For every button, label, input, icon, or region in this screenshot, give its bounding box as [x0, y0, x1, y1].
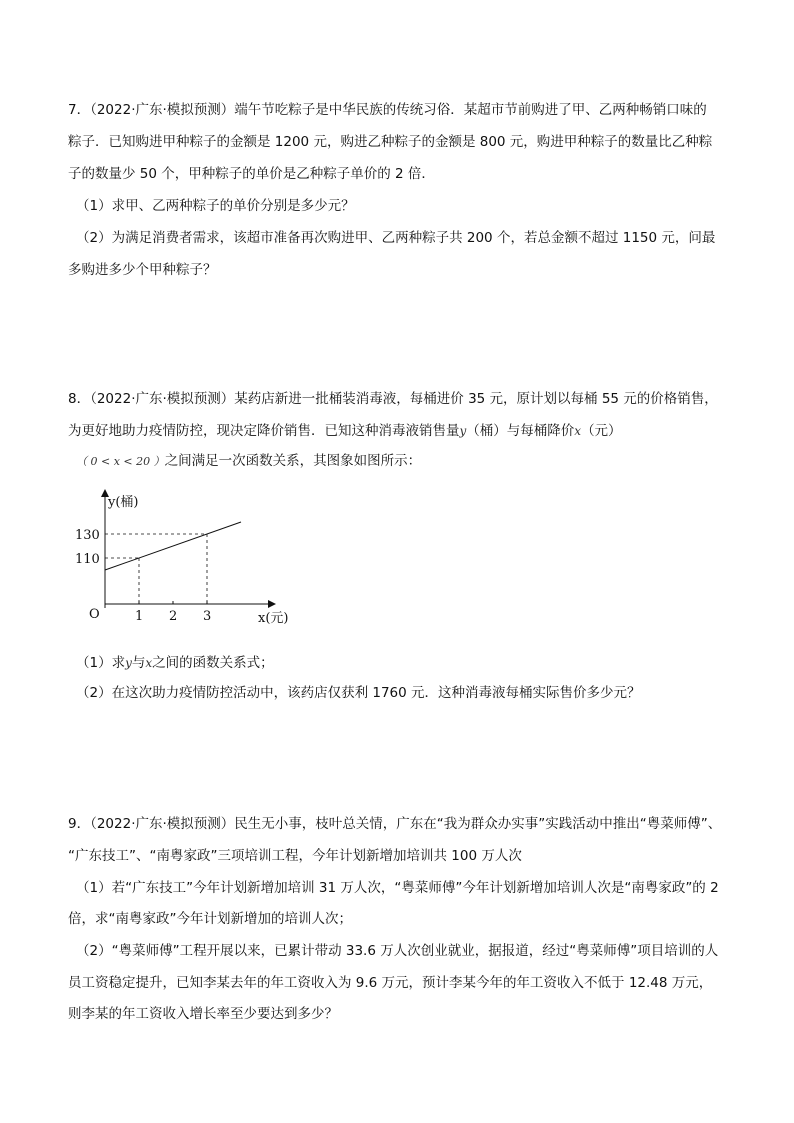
q8-sub-question-2: （2）在这次助力疫情防控活动中，该药店仅获利 1760 元．这种消毒液每桶实际售价多少元？	[76, 685, 641, 701]
function-line	[105, 522, 241, 570]
q9-sub-question-2-line-1: （2）“粤菜师傅”工程开展以来，已累计带动 33.6 万人次创业就业，据报道，经过“粤菜师傅”项目培训的人	[76, 943, 719, 959]
x-tick-label-2: 2	[169, 609, 178, 624]
q8-stem-line-3	[76, 451, 746, 472]
x-tick-label-1: 1	[135, 609, 144, 624]
q9-stem-line-2: “广东技工”、“南粤家政”三项培训工程，今年计划新增加培训共 100 万人次	[68, 848, 522, 864]
q8-sub1-variable-y: y	[125, 656, 132, 670]
q9-stem-line-1: 9．（2022·广东·模拟预测）民生无小事，枝叶总关情，广东在“我为群众办实事”实践活动中推出“粤菜师傅”、	[68, 816, 722, 832]
q7-sub-question-2-line-2: 多购进多少个甲种粽子？	[68, 262, 217, 278]
y-axis-label: y(桶)	[108, 495, 139, 510]
q9-sub-question-1-line-2: 倍，求“南粤家政”今年计划新增加的培训人次；	[68, 911, 352, 927]
q8-sub1-text-a: （1）求	[76, 655, 126, 671]
q8-sub-question-1	[76, 653, 746, 673]
q8-stem-line-2-text-c: （元）	[581, 423, 622, 439]
y-tick-label-110: 110	[75, 552, 100, 567]
q9-sub-question-2-line-3: 则李某的年工资收入增长率至少要达到多少？	[68, 1006, 338, 1022]
q8-stem-line-3-text: 之间满足一次函数关系，其图象如图所示：	[164, 453, 422, 469]
q8-stem-line-2-text-a: 为更好地助力疫情防控，现决定降价销售．已知这种消毒液销售量	[68, 423, 460, 439]
x-tick-label-3: 3	[203, 609, 212, 624]
q7-sub-question-1: （1）求甲、乙两种粽子的单价分别是多少元？	[76, 198, 355, 214]
q7-stem-line-3: 子的数量少 50 个，甲种粽子的单价是乙种粽子单价的 2 倍．	[68, 166, 435, 182]
q8-variable-y: y	[459, 424, 467, 438]
origin-label: O	[89, 607, 100, 622]
q8-sub1-text-c: 之间的函数关系式；	[152, 655, 274, 671]
q8-function-graph	[72, 484, 302, 634]
q7-stem-line-2: 粽子．已知购进甲种粽子的金额是 1200 元，购进乙种粽子的金额是 800 元，购进甲种粽子的数量比乙种粽	[68, 134, 713, 150]
x-axis-label: x(元)	[258, 611, 289, 626]
q7-sub-question-2-line-1: （2）为满足消费者需求，该超市准备再次购进甲、乙两种粽子共 200 个，若总金额不超过 1150 元，问最	[76, 230, 716, 246]
q8-condition: （ 0 < x < 20 ）	[76, 455, 165, 468]
q8-stem-line-2	[68, 421, 738, 441]
q8-stem-line-1: 8．（2022·广东·模拟预测）某药店新进一批桶装消毒液，每桶进价 35 元，原计划以每桶 55 元的价格销售，	[68, 391, 718, 407]
q9-sub-question-1-line-1: （1）若“广东技工”今年计划新增加培训 31 万人次，“粤菜师傅”今年计划新增加培训人次是“南粤家政”的 2	[76, 880, 719, 896]
q7-stem-line-1: 7．（2022·广东·模拟预测）端午节吃粽子是中华民族的传统习俗．某超市节前购进了甲、乙两种畅销口味的	[68, 102, 707, 118]
q8-sub1-variable-x: x	[145, 656, 153, 670]
q8-variable-x: x	[574, 424, 582, 438]
q9-sub-question-2-line-2: 员工资稳定提升，已知李某去年的年工资收入为 9.6 万元，预计李某今年的年工资收入不低于 12.48 万元，	[68, 975, 713, 991]
q8-sub1-text-b: 与	[131, 655, 146, 671]
q8-stem-line-2-text-b: （桶）与每桶降价	[466, 423, 575, 439]
y-tick-label-130: 130	[75, 528, 100, 543]
